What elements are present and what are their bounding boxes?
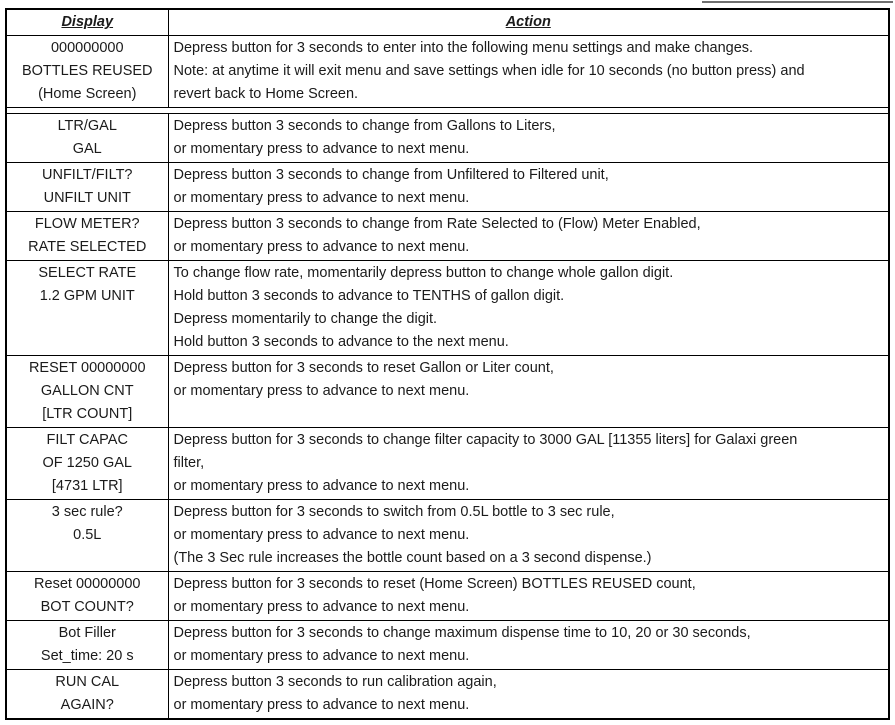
action-line: or momentary press to advance to next menu. <box>173 527 470 543</box>
action-line: or momentary press to advance to next menu. <box>173 383 470 399</box>
action-line: or momentary press to advance to next menu. <box>173 141 470 157</box>
display-line: [LTR COUNT] <box>42 406 133 422</box>
display-line: 3 sec rule? <box>51 504 123 520</box>
table-row <box>6 572 889 621</box>
display-cell <box>6 500 168 572</box>
display-line: UNFILT/FILT? <box>42 167 133 183</box>
action-line: filter, <box>173 455 205 471</box>
action-cell <box>168 36 889 108</box>
table-row <box>6 36 889 108</box>
action-cell <box>168 212 889 261</box>
header-action-label: Action <box>505 14 551 30</box>
display-line: BOT COUNT? <box>40 599 134 615</box>
display-line: LTR/GAL <box>57 118 117 134</box>
table-row <box>6 500 889 572</box>
action-line: Depress button for 3 seconds to reset (Home Screen) BOTTLES REUSED count, <box>173 576 696 592</box>
display-line: GAL <box>72 141 102 157</box>
action-line: Depress button 3 seconds to change from Gallons to Liters, <box>173 118 556 134</box>
table-row <box>6 212 889 261</box>
display-line: BOTTLES REUSED <box>21 63 153 79</box>
display-line: (Home Screen) <box>38 86 137 102</box>
action-line: Depress button for 3 seconds to switch from 0.5L bottle to 3 sec rule, <box>173 504 615 520</box>
action-line: Depress button 3 seconds to change from Unfiltered to Filtered unit, <box>173 167 609 183</box>
table-header-row <box>6 9 889 36</box>
action-line: Depress momentarily to change the digit. <box>173 311 438 327</box>
display-cell <box>6 36 168 108</box>
table-row <box>6 621 889 670</box>
action-cell <box>168 114 889 163</box>
action-cell <box>168 621 889 670</box>
action-line: Depress button for 3 seconds to change maximum dispense time to 10, 20 or 30 seconds, <box>173 625 751 641</box>
display-line: OF 1250 GAL <box>42 455 132 471</box>
display-cell <box>6 212 168 261</box>
action-line: or momentary press to advance to next menu. <box>173 599 470 615</box>
action-cell <box>168 428 889 500</box>
display-line: Bot Filler <box>58 625 116 641</box>
table-row <box>6 670 889 720</box>
action-cell <box>168 163 889 212</box>
display-cell <box>6 163 168 212</box>
action-line: or momentary press to advance to next menu. <box>173 190 470 206</box>
table-row <box>6 114 889 163</box>
display-line: RESET 00000000 <box>28 360 146 376</box>
display-cell <box>6 670 168 720</box>
display-line: 1.2 GPM UNIT <box>39 288 135 304</box>
action-line: or momentary press to advance to next menu. <box>173 239 470 255</box>
table-row <box>6 428 889 500</box>
display-line: AGAIN? <box>60 697 114 713</box>
action-cell <box>168 261 889 356</box>
action-line: or momentary press to advance to next menu. <box>173 648 470 664</box>
display-cell <box>6 572 168 621</box>
table-row <box>6 163 889 212</box>
display-line: FLOW METER? <box>34 216 140 232</box>
action-cell <box>168 572 889 621</box>
display-line: 000000000 <box>50 40 124 56</box>
header-action <box>168 9 889 36</box>
action-line: To change flow rate, momentarily depress button to change whole gallon digit. <box>173 265 674 281</box>
action-line: Hold button 3 seconds to advance to TENTHS of gallon digit. <box>173 288 565 304</box>
display-cell <box>6 261 168 356</box>
action-line: or momentary press to advance to next menu. <box>173 697 470 713</box>
action-cell <box>168 670 889 720</box>
action-line: Depress button for 3 seconds to change filter capacity to 3000 GAL [11355 liters] for Galaxi green <box>173 432 798 448</box>
display-line: [4731 LTR] <box>51 478 123 494</box>
display-line: UNFILT UNIT <box>43 190 131 206</box>
action-line: Depress button 3 seconds to change from Rate Selected to (Flow) Meter Enabled, <box>173 216 701 232</box>
action-line: Hold button 3 seconds to advance to the next menu. <box>173 334 509 350</box>
page-edge-artifact-line <box>702 1 893 3</box>
action-line: Depress button for 3 seconds to reset Gallon or Liter count, <box>173 360 554 376</box>
action-line: Note: at anytime it will exit menu and save settings when idle for 10 seconds (no button press) and <box>173 63 805 79</box>
display-cell <box>6 114 168 163</box>
display-line: GALLON CNT <box>40 383 134 399</box>
action-line: Depress button for 3 seconds to enter into the following menu settings and make changes. <box>173 40 754 56</box>
display-line: Set_time: 20 s <box>40 648 134 664</box>
table-body <box>6 36 889 720</box>
header-display-label: Display <box>61 14 114 30</box>
action-line: or momentary press to advance to next menu. <box>173 478 470 494</box>
display-cell <box>6 356 168 428</box>
action-line: (The 3 Sec rule increases the bottle count based on a 3 second dispense.) <box>173 550 652 566</box>
action-cell <box>168 356 889 428</box>
action-line: revert back to Home Screen. <box>173 86 359 102</box>
header-display <box>6 9 168 36</box>
display-line: FILT CAPAC <box>46 432 128 448</box>
display-line: RUN CAL <box>55 674 120 690</box>
action-cell <box>168 500 889 572</box>
display-cell <box>6 428 168 500</box>
display-line: 0.5L <box>73 527 102 543</box>
menu-settings-table <box>5 8 890 720</box>
table-row <box>6 261 889 356</box>
table-row <box>6 356 889 428</box>
display-line: SELECT RATE <box>38 265 137 281</box>
display-line: RATE SELECTED <box>28 239 147 255</box>
display-line: Reset 00000000 <box>34 576 141 592</box>
display-cell <box>6 621 168 670</box>
action-line: Depress button 3 seconds to run calibration again, <box>173 674 497 690</box>
